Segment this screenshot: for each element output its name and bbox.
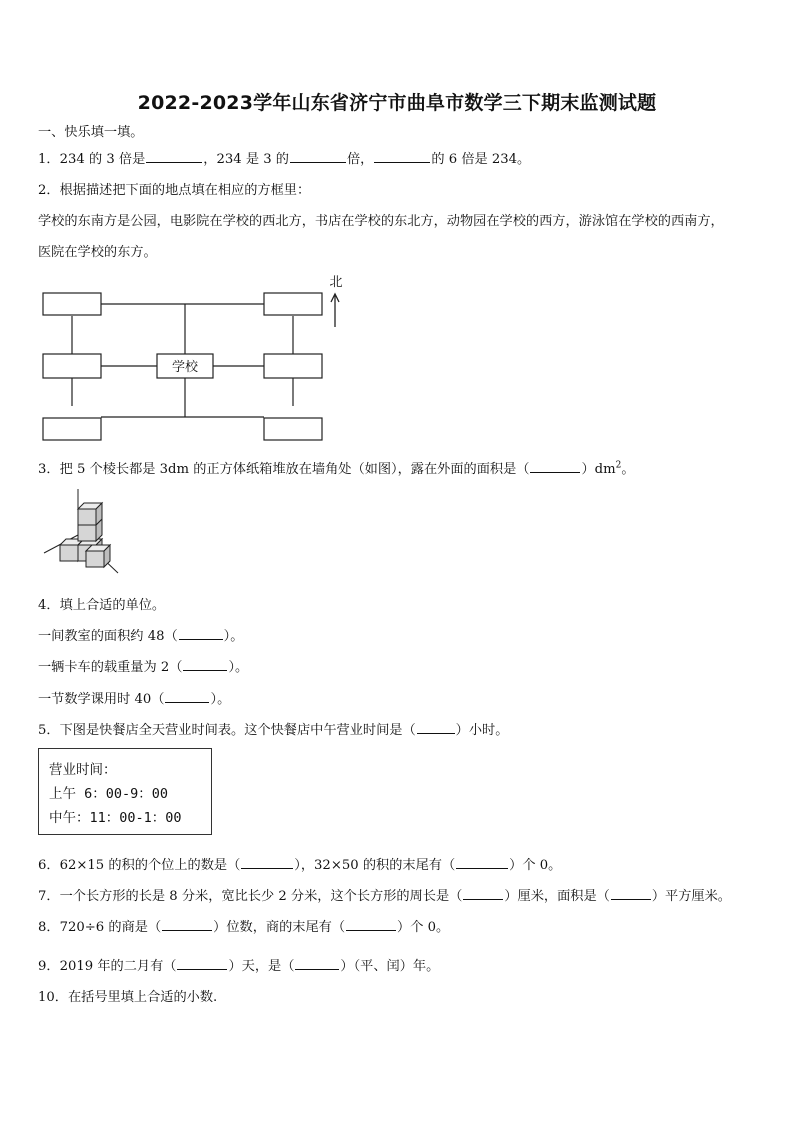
stacked-cubes-diagram — [38, 487, 128, 579]
question-2-description-cont: 医院在学校的东方。 — [38, 245, 157, 260]
question-2: 2．根据描述把下面的地点填在相应的方框里： — [38, 183, 311, 198]
table-row: 上午 6：00-9：00 — [49, 786, 169, 802]
question-1: 1．234 的 3 倍是 ，234 是 3 的 倍， 的 6 倍是 234。 — [38, 152, 531, 167]
answer-blank[interactable] — [241, 856, 293, 869]
answer-blank[interactable] — [463, 887, 503, 900]
location-box-southwest[interactable] — [43, 418, 101, 440]
question-4-line-2: 一辆卡车的载重量为 2（ ）。 — [38, 660, 249, 675]
location-box-west[interactable] — [43, 354, 101, 378]
answer-blank[interactable] — [374, 150, 430, 163]
question-6: 6．62×15 的积的个位上的数是（ ），32×50 的积的末尾有（ ）个 0。 — [38, 858, 562, 873]
answer-blank[interactable] — [295, 957, 339, 970]
question-2-description: 学校的东南方是公园，电影院在学校的西北方，书店在学校的东北方，动物园在学校的西方，游泳馆在学校的西南方， — [38, 214, 724, 229]
school-label: 学校 — [171, 360, 199, 375]
question-5: 5．下图是快餐店全天营业时间表。这个快餐店中午营业时间是（ ）小时。 — [38, 723, 509, 738]
answer-blank[interactable] — [162, 918, 212, 931]
answer-blank[interactable] — [290, 150, 346, 163]
question-4-line-3: 一节数学课用时 40（ ）。 — [38, 692, 231, 707]
direction-map-diagram — [0, 265, 400, 450]
question-4: 4．填上合适的单位。 — [38, 598, 166, 613]
section-heading: 一、快乐填一填。 — [38, 125, 144, 140]
north-label: 北 — [329, 275, 343, 290]
answer-blank[interactable] — [456, 856, 508, 869]
table-row: 营业时间： — [49, 762, 117, 778]
business-hours-table — [38, 748, 212, 835]
north-arrow-icon — [331, 294, 339, 327]
answer-blank[interactable] — [183, 658, 227, 671]
question-4-line-1: 一间教室的面积约 48（ ）。 — [38, 629, 244, 644]
question-3: 3．把 5 个棱长都是 3dm 的正方体纸箱堆放在墙角处（如图），露在外面的面积是（ ）$dm^2$。 — [38, 460, 635, 477]
question-8: 8．720÷6 的商是（ ）位数，商的末尾有（ ）个 0。 — [38, 920, 450, 935]
answer-blank[interactable] — [177, 957, 227, 970]
answer-blank[interactable] — [179, 627, 223, 640]
question-10: 10．在括号里填上合适的小数. — [38, 990, 218, 1005]
answer-blank[interactable] — [146, 150, 202, 163]
table-row: 中午：11：00-1：00 — [49, 810, 182, 826]
question-9: 9．2019 年的二月有（ ）天，是（ ）（平、闰）年。 — [38, 959, 440, 974]
answer-blank[interactable] — [611, 887, 651, 900]
location-box-northeast[interactable] — [264, 293, 322, 315]
location-box-northwest[interactable] — [43, 293, 101, 315]
location-box-east[interactable] — [264, 354, 322, 378]
answer-blank[interactable] — [165, 690, 209, 703]
answer-blank[interactable] — [530, 460, 580, 473]
question-7: 7．一个长方形的长是 8 分米，宽比长少 2 分米，这个长方形的周长是（ ）厘米，面积是（ ）平方厘米。 — [38, 889, 731, 904]
location-box-southeast[interactable] — [264, 418, 322, 440]
page-title: 2022-2023学年山东省济宁市曲阜市数学三下期末监测试题 — [137, 92, 657, 114]
answer-blank[interactable] — [346, 918, 396, 931]
answer-blank[interactable] — [417, 721, 455, 734]
